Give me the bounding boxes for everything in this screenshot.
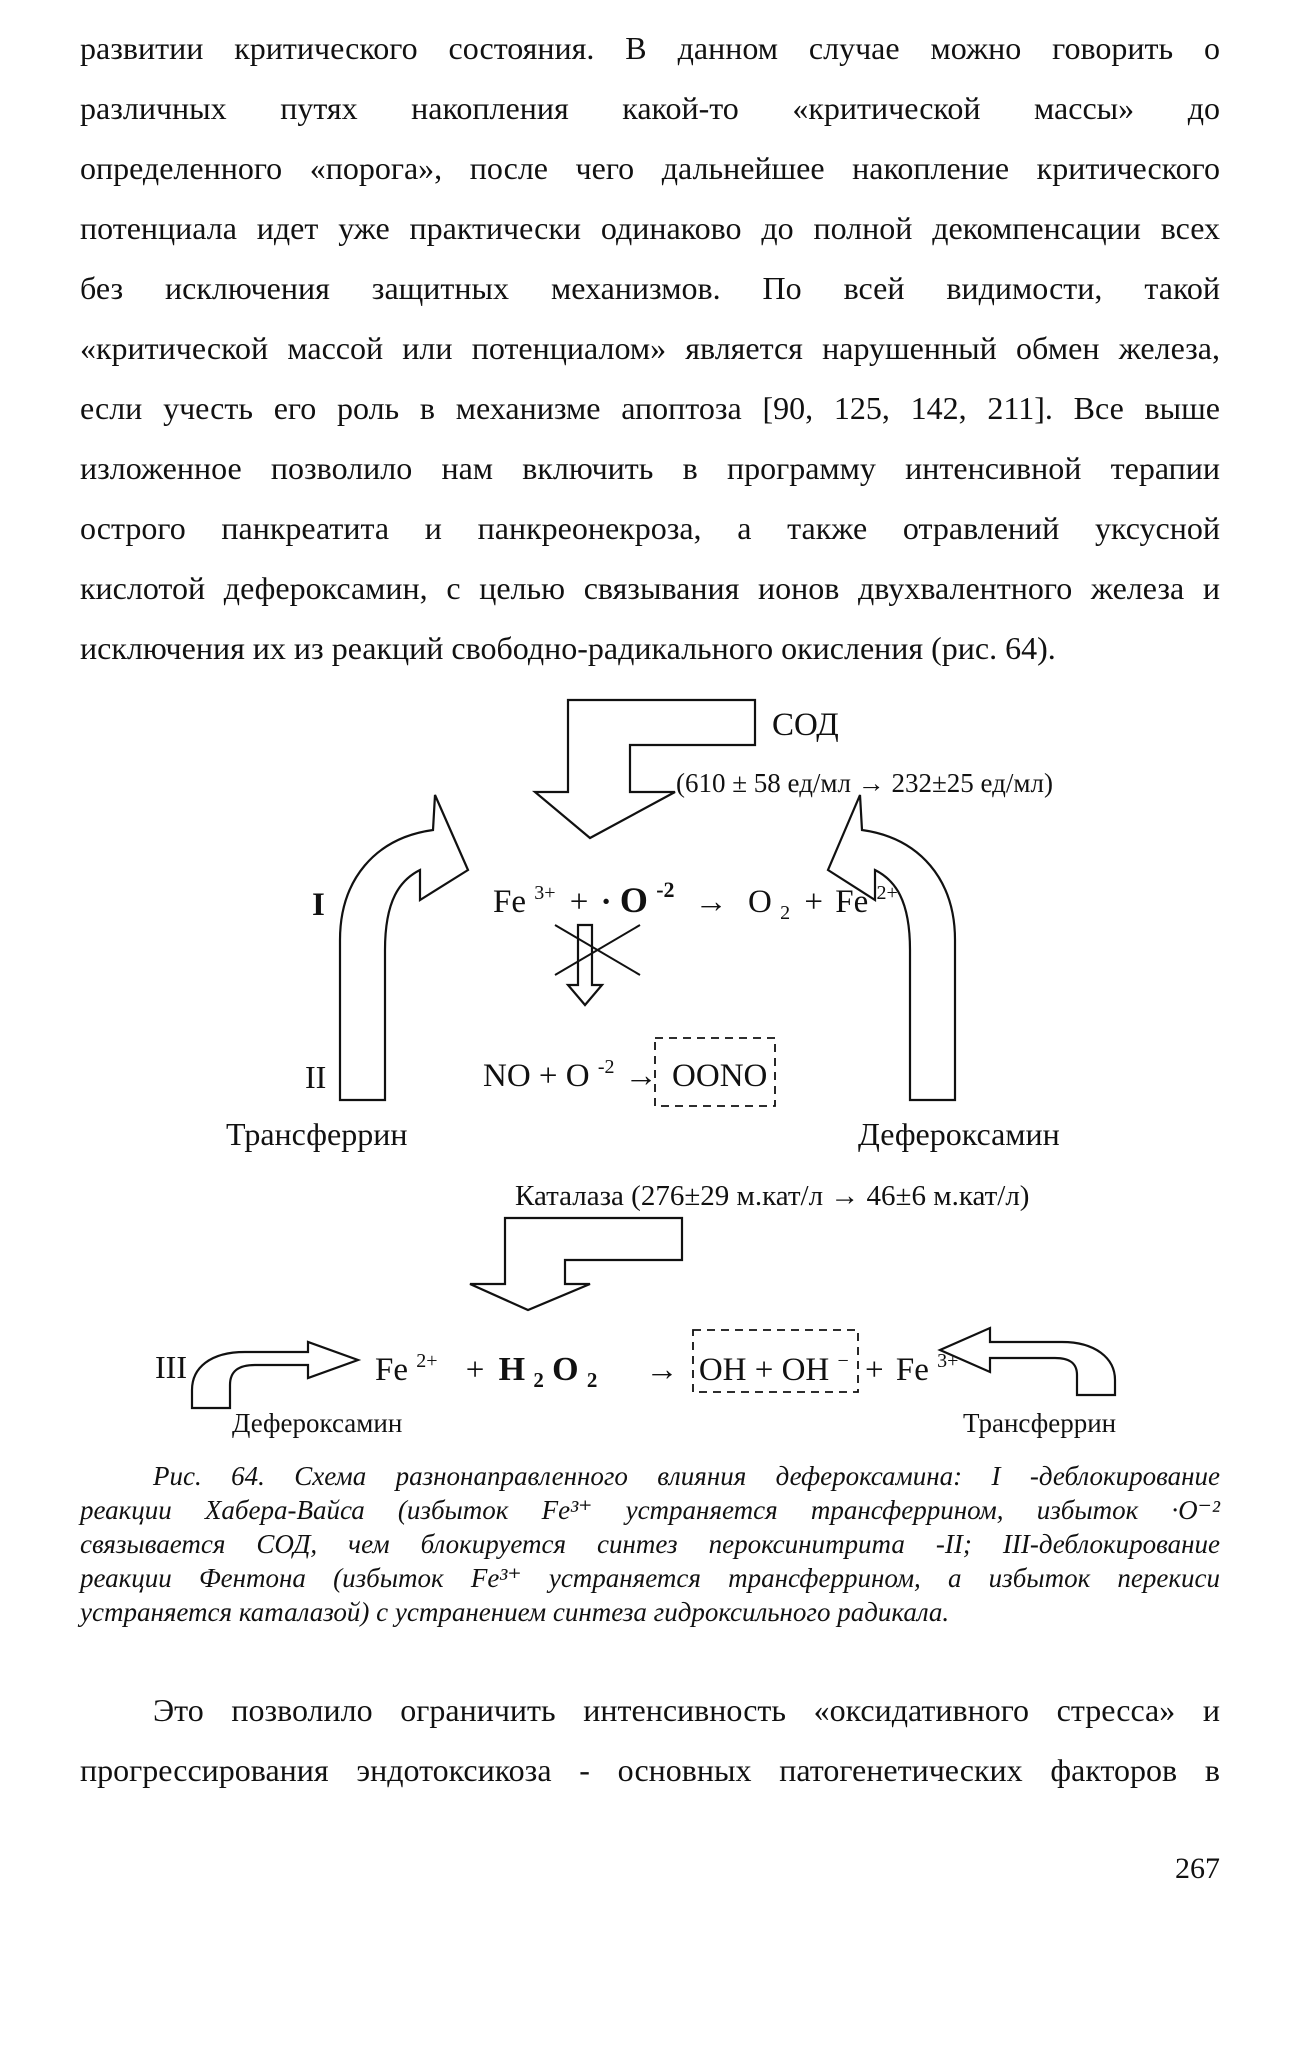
roman-numeral-1: I [312, 887, 325, 923]
caption-line: связывается СОД, чем блокируется синтез пероксинитрита -II; III-деблокирование [80, 1529, 1220, 1559]
sod-values: (610 ± 58 ед/мл → 232±25 ед/мл) [676, 768, 1053, 798]
reaction-1: Fe $^{3+}$ + · O $^{-2}$ → O $_2$ + Fe $^{2+}$ [493, 877, 898, 924]
caption-line: Рис. 64. Схема разнонаправленного влияния дефероксамина: I -деблокирование [153, 1461, 1220, 1491]
text-line: изложенное позволило нам включить в программу интенсивной терапии [80, 450, 1220, 486]
catalase-arrow [470, 1218, 682, 1310]
deferoxamine-curved-arrow [828, 795, 955, 1100]
figure-caption [80, 1460, 1220, 1640]
text-line: если учесть его роль в механизме апоптоза [90, 125, 142, 211]. Все выше [80, 390, 1220, 426]
transferrin-curved-arrow [340, 795, 468, 1100]
caption-line: реакции Фентона (избыток Fe³⁺ устраняется трансферрином, а избыток перекиси [80, 1563, 1220, 1593]
text-line: потенциала идет уже практически одинаково до полной декомпенсации всех [80, 210, 1220, 246]
deferoxamine-label: Дефероксамин [858, 1116, 1060, 1152]
text-line: различных путях накопления какой-то «критической массы» до [80, 90, 1220, 126]
deferoxamine-bottom-label: Дефероксамин [232, 1408, 403, 1438]
caption-line: устраняется каталазой) с устранением синтеза гидроксильного радикала. [80, 1597, 950, 1627]
text-line: развитии критического состояния. В данном случае можно говорить о [80, 30, 1220, 66]
reaction-2: NO + O $^{-2}$ → OONO [483, 1056, 768, 1094]
bottom-paragraph [80, 1690, 1220, 1810]
text-line: без исключения защитных механизмов. По всей видимости, такой [80, 270, 1220, 306]
text-line: определенного «порога», после чего дальнейшее накопление критического [80, 150, 1220, 186]
transferrin-label: Трансферрин [226, 1116, 408, 1152]
text-line: прогрессирования эндотоксикоза - основных патогенетических факторов в [80, 1752, 1220, 1788]
text-line: кислотой дефероксамин, с целью связывания ионов двухвалентного железа и [80, 570, 1220, 606]
roman-numeral-2: II [305, 1059, 327, 1095]
transferrin-bottom-label: Трансферрин [963, 1408, 1117, 1438]
text-line: «критической массой или потенциалом» является нарушенный обмен железа, [80, 330, 1220, 366]
text-line: Это позволило ограничить интенсивность «оксидативного стресса» и [153, 1692, 1220, 1728]
page-number: 267 [1175, 1852, 1220, 1885]
catalase-label: Каталаза (276±29 м.кат/л → 46±6 м.кат/л) [515, 1180, 1030, 1212]
bottom-left-arrow [192, 1342, 358, 1408]
roman-numeral-3: III [155, 1349, 187, 1385]
text-line: исключения их из реакций свободно-радикального окисления (рис. 64). [80, 630, 1056, 666]
caption-line: реакции Хабера-Вайса (избыток Fe³⁺ устраняется трансферрином, избыток ·O⁻² [80, 1495, 1220, 1525]
sod-label: СОД [772, 707, 839, 743]
bottom-right-arrow [940, 1328, 1115, 1395]
text-line: острого панкреатита и панкреонекроза, а также отравлений уксусной [80, 510, 1220, 546]
reaction-3: Fe $^{2+}$ + H $_2$ O $_2$ → OH + OH − + Fe $^{3+}$ [375, 1350, 959, 1392]
